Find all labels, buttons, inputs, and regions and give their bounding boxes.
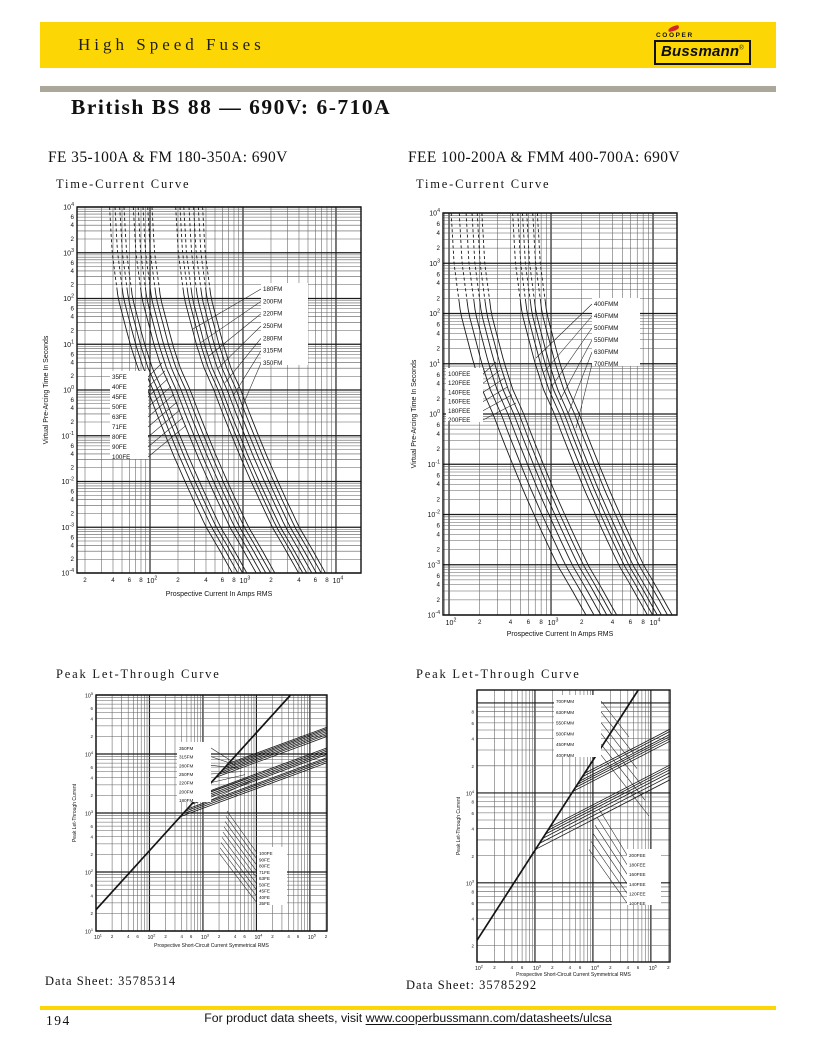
- svg-text:35FE: 35FE: [112, 374, 127, 381]
- svg-text:8: 8: [139, 577, 143, 584]
- svg-text:105: $10^5$: [307, 932, 316, 941]
- svg-text:4: 4: [436, 380, 440, 388]
- svg-text:50FE: 50FE: [112, 404, 127, 411]
- svg-text:2: 2: [580, 619, 584, 626]
- svg-text:50FE: 50FE: [259, 882, 270, 888]
- chart-title-tc-right: Time-Current Curve: [416, 177, 551, 191]
- svg-text:104: $10^4$: [332, 575, 344, 585]
- svg-text:10-3: $10^{-3}$: [61, 522, 74, 532]
- registered-mark: ®: [739, 45, 744, 52]
- svg-text:2: 2: [70, 373, 74, 381]
- svg-text:6: 6: [70, 259, 74, 267]
- svg-text:6: 6: [520, 965, 524, 970]
- svg-text:220FM: 220FM: [263, 310, 283, 318]
- svg-text:2: 2: [551, 965, 554, 970]
- svg-text:Prospective Current In Amps RM: Prospective Current In Amps RMS: [506, 631, 614, 638]
- svg-text:6: 6: [90, 824, 93, 830]
- svg-text:8: 8: [471, 709, 474, 715]
- svg-text:4: 4: [471, 736, 474, 742]
- svg-text:250FM: 250FM: [263, 323, 283, 330]
- svg-text:4: 4: [90, 775, 93, 781]
- svg-text:102: $10^2$: [475, 963, 483, 972]
- svg-text:2: 2: [176, 577, 180, 584]
- svg-text:4: 4: [287, 934, 290, 939]
- svg-text:4: 4: [204, 577, 208, 584]
- chart-title-plt-right: Peak Let-Through Curve: [416, 667, 581, 681]
- svg-text:4: 4: [510, 965, 514, 970]
- svg-text:180FEE: 180FEE: [629, 862, 646, 868]
- svg-text:4: 4: [471, 916, 474, 922]
- svg-text:6: 6: [628, 619, 633, 626]
- svg-text:120FEE: 120FEE: [448, 380, 471, 388]
- svg-text:2: 2: [271, 934, 274, 939]
- svg-text:102: $10^2$: [445, 617, 457, 627]
- svg-text:6: 6: [471, 810, 474, 816]
- svg-text:102: $10^2$: [146, 575, 158, 585]
- svg-text:6: 6: [189, 934, 193, 939]
- svg-text:4: 4: [180, 934, 183, 939]
- svg-text:700FMM: 700FMM: [594, 361, 619, 368]
- svg-text:6: 6: [471, 900, 474, 906]
- svg-text:180FEE: 180FEE: [448, 407, 471, 415]
- section-header-right: FEE 100-200A & FMM 400-700A: 690V: [408, 149, 680, 166]
- svg-text:6: 6: [296, 934, 300, 939]
- svg-text:630FMM: 630FMM: [556, 709, 575, 715]
- svg-text:4: 4: [70, 405, 74, 413]
- svg-text:2: 2: [90, 911, 93, 917]
- svg-text:2: 2: [110, 934, 114, 939]
- svg-text:2: 2: [90, 734, 93, 740]
- svg-text:2: 2: [436, 345, 440, 353]
- svg-text:6: 6: [436, 221, 440, 229]
- svg-text:8: 8: [539, 619, 543, 626]
- svg-text:Peak Let-Through Current: Peak Let-Through Current: [456, 796, 462, 856]
- svg-text:200FM: 200FM: [263, 298, 283, 306]
- svg-text:102: $10^2$: [429, 308, 440, 318]
- svg-text:220FM: 220FM: [179, 780, 194, 786]
- svg-text:63FE: 63FE: [112, 414, 127, 421]
- svg-text:2: 2: [471, 853, 474, 859]
- svg-text:350FM: 350FM: [179, 746, 194, 751]
- section-header-left: FE 35-100A & FM 180-350A: 690V: [48, 149, 288, 166]
- svg-text:315FM: 315FM: [263, 347, 283, 355]
- svg-text:2: 2: [436, 546, 440, 554]
- svg-text:6: 6: [70, 351, 74, 359]
- svg-text:104: $10^4$: [63, 202, 74, 212]
- svg-text:450FMM: 450FMM: [594, 313, 619, 320]
- svg-text:6: 6: [70, 534, 74, 542]
- tc-right-chart: [408, 196, 708, 648]
- svg-text:2: 2: [70, 235, 74, 243]
- svg-text:6: 6: [436, 321, 440, 329]
- svg-text:10-2: $10^{-2}$: [61, 476, 74, 486]
- svg-text:280FM: 280FM: [263, 335, 283, 343]
- svg-text:2: 2: [436, 596, 440, 604]
- svg-text:350FM: 350FM: [263, 360, 283, 367]
- svg-text:4: 4: [70, 450, 74, 458]
- svg-text:2: 2: [164, 934, 167, 939]
- svg-text:2: 2: [324, 934, 328, 939]
- svg-text:Virtual Pre-Arcing Time In Sec: Virtual Pre-Arcing Time In Seconds: [411, 359, 418, 469]
- svg-text:2: 2: [471, 943, 474, 949]
- svg-text:140FEE: 140FEE: [629, 881, 646, 887]
- svg-text:102: $10^2$: [63, 293, 74, 303]
- svg-text:4: 4: [70, 222, 74, 230]
- svg-text:103: $10^3$: [466, 878, 474, 888]
- svg-text:4: 4: [70, 267, 74, 275]
- svg-text:550FMM: 550FMM: [594, 337, 619, 344]
- footer-note: [108, 1011, 708, 1025]
- page-title: British BS 88 — 690V: 6-710A: [71, 95, 392, 119]
- svg-text:4: 4: [70, 313, 74, 321]
- svg-text:450FMM: 450FMM: [556, 742, 575, 748]
- svg-text:4: 4: [90, 716, 93, 722]
- svg-text:103: $10^3$: [532, 963, 541, 972]
- svg-text:6: 6: [70, 214, 74, 222]
- datasheets-url-link[interactable]: www.cooperbussmann.com/datasheets/ulcsa: [365, 1011, 612, 1025]
- svg-text:100: $10^0$: [429, 409, 440, 419]
- svg-text:63FE: 63FE: [259, 876, 270, 881]
- svg-text:2: 2: [90, 793, 93, 799]
- svg-text:101: $10^1$: [85, 926, 93, 936]
- svg-text:4: 4: [70, 359, 74, 367]
- svg-text:8: 8: [641, 619, 645, 626]
- svg-text:2: 2: [436, 245, 440, 253]
- svg-text:160FEE: 160FEE: [629, 872, 646, 878]
- plt-left-labels-1: [219, 811, 287, 906]
- svg-text:103: $10^3$: [429, 258, 440, 268]
- svg-text:4: 4: [508, 619, 513, 626]
- svg-text:2: 2: [609, 965, 612, 970]
- svg-text:2: 2: [269, 577, 273, 584]
- chart-title-tc-left: Time-Current Curve: [56, 177, 191, 191]
- svg-text:250FM: 250FM: [179, 772, 194, 777]
- svg-text:2: 2: [217, 934, 221, 939]
- svg-text:400FMM: 400FMM: [556, 753, 575, 758]
- svg-text:6: 6: [70, 442, 74, 450]
- svg-text:104: $10^4$: [429, 208, 440, 218]
- svg-text:100FE: 100FE: [259, 851, 273, 856]
- svg-text:6: 6: [70, 488, 74, 496]
- svg-text:103: $10^3$: [547, 617, 559, 627]
- svg-text:4: 4: [436, 430, 440, 438]
- datasheet-number-left: Data Sheet: 35785314: [45, 974, 177, 988]
- svg-text:4: 4: [610, 619, 615, 626]
- svg-text:2: 2: [436, 295, 440, 303]
- svg-text:103: $10^3$: [239, 575, 251, 585]
- svg-text:100FE: 100FE: [112, 454, 131, 461]
- svg-text:4: 4: [436, 280, 440, 288]
- page-number: 194: [46, 1013, 71, 1028]
- svg-text:4: 4: [126, 934, 130, 939]
- svg-text:6: 6: [313, 577, 318, 584]
- svg-text:200FEE: 200FEE: [448, 417, 471, 424]
- svg-text:6: 6: [127, 577, 132, 584]
- svg-text:4: 4: [436, 330, 440, 338]
- svg-text:200FM: 200FM: [179, 789, 194, 795]
- svg-text:90FE: 90FE: [259, 857, 270, 863]
- svg-text:104: $10^4$: [649, 617, 661, 627]
- svg-text:2: 2: [477, 619, 482, 626]
- svg-text:6: 6: [70, 305, 74, 313]
- svg-text:105: $10^5$: [648, 963, 657, 972]
- svg-text:6: 6: [243, 934, 246, 939]
- svg-text:180FM: 180FM: [263, 286, 283, 293]
- svg-text:45FE: 45FE: [259, 888, 270, 894]
- svg-text:40FE: 40FE: [259, 894, 270, 900]
- svg-text:6: 6: [636, 965, 640, 970]
- svg-text:6: 6: [471, 720, 474, 726]
- svg-text:10-4: $10^{-4}$: [61, 568, 74, 578]
- svg-text:101: $10^1$: [94, 932, 102, 941]
- svg-text:104: $10^4$: [466, 788, 474, 798]
- svg-text:315FM: 315FM: [179, 754, 194, 760]
- svg-text:8: 8: [325, 577, 329, 584]
- svg-text:500FMM: 500FMM: [556, 731, 575, 737]
- svg-text:4: 4: [90, 834, 93, 840]
- datasheet-number-right: Data Sheet: 35785292: [406, 978, 538, 992]
- svg-text:2: 2: [70, 464, 74, 472]
- svg-text:6: 6: [220, 577, 225, 584]
- svg-text:630FMM: 630FMM: [594, 349, 619, 356]
- svg-text:40FE: 40FE: [112, 384, 127, 391]
- svg-text:Peak Let-Through Current: Peak Let-Through Current: [72, 783, 78, 843]
- svg-text:280FM: 280FM: [179, 763, 194, 769]
- svg-text:80FE: 80FE: [259, 863, 270, 869]
- svg-text:4: 4: [436, 481, 440, 489]
- footer-note-text: For product data sheets, visit: [204, 1011, 366, 1025]
- svg-text:6: 6: [70, 397, 74, 405]
- svg-text:102: $10^2$: [85, 867, 93, 877]
- svg-text:35FE: 35FE: [259, 901, 270, 906]
- svg-text:4: 4: [233, 934, 237, 939]
- svg-text:8: 8: [232, 577, 236, 584]
- svg-text:6: 6: [90, 883, 93, 889]
- svg-text:10-3: $10^{-3}$: [427, 559, 440, 570]
- svg-text:103: $10^3$: [200, 932, 209, 941]
- svg-text:2: 2: [436, 446, 440, 454]
- svg-text:2: 2: [90, 852, 93, 858]
- svg-text:45FE: 45FE: [112, 394, 127, 401]
- svg-text:500FMM: 500FMM: [594, 325, 619, 332]
- svg-text:Prospective Current In Amps RM: Prospective Current In Amps RMS: [165, 591, 273, 598]
- svg-text:4: 4: [70, 542, 74, 550]
- svg-text:Prospective Short-Circuit Curr: Prospective Short-Circuit Current Symmetrical RMS: [516, 972, 631, 978]
- svg-text:2: 2: [70, 327, 74, 335]
- cooper-brand-text: COOPER: [656, 31, 694, 39]
- svg-text:2: 2: [83, 577, 87, 584]
- svg-text:101: $10^1$: [429, 358, 440, 369]
- svg-text:10-4: $10^{-4}$: [427, 610, 440, 620]
- footer-rule: [40, 1006, 776, 1010]
- svg-text:2: 2: [70, 418, 74, 426]
- svg-text:4: 4: [70, 496, 74, 504]
- svg-text:6: 6: [436, 472, 440, 480]
- svg-text:4: 4: [111, 577, 115, 584]
- svg-text:4: 4: [90, 893, 93, 899]
- svg-text:6: 6: [436, 271, 440, 279]
- svg-text:71FE: 71FE: [259, 869, 270, 875]
- svg-text:4: 4: [568, 965, 572, 970]
- svg-text:6: 6: [578, 965, 582, 970]
- svg-text:6: 6: [526, 619, 531, 626]
- svg-text:6: 6: [436, 371, 440, 379]
- svg-text:105: $10^5$: [85, 690, 93, 700]
- svg-text:4: 4: [436, 229, 440, 237]
- svg-text:4: 4: [436, 581, 440, 589]
- svg-text:2: 2: [70, 556, 74, 564]
- svg-text:104: $10^4$: [590, 963, 599, 972]
- svg-text:6: 6: [436, 422, 440, 430]
- svg-text:120FEE: 120FEE: [629, 891, 646, 897]
- svg-text:90FE: 90FE: [112, 444, 127, 451]
- svg-text:104: $10^4$: [254, 932, 263, 941]
- tc-left-labels-0: [110, 363, 186, 461]
- svg-text:6: 6: [90, 706, 93, 712]
- svg-text:8: 8: [471, 799, 474, 805]
- svg-text:200FEE: 200FEE: [629, 853, 646, 858]
- svg-text:103: $10^3$: [63, 247, 74, 258]
- svg-text:4: 4: [297, 577, 301, 584]
- svg-text:140FEE: 140FEE: [448, 389, 471, 397]
- svg-text:104: $10^4$: [85, 749, 93, 759]
- svg-text:Prospective Short-Circuit Curr: Prospective Short-Circuit Current Symmetrical RMS: [154, 943, 269, 949]
- svg-text:71FE: 71FE: [112, 424, 127, 431]
- svg-text:Virtual Pre-Arcing Time In Sec: Virtual Pre-Arcing Time In Seconds: [43, 335, 50, 445]
- svg-text:4: 4: [436, 531, 440, 539]
- svg-text:100FEE: 100FEE: [448, 371, 471, 378]
- svg-text:700FMM: 700FMM: [556, 699, 575, 704]
- svg-text:160FEE: 160FEE: [448, 398, 471, 406]
- svg-text:4: 4: [626, 965, 630, 970]
- svg-text:2: 2: [493, 965, 496, 970]
- svg-text:400FMM: 400FMM: [594, 301, 619, 308]
- tc-left-chart: [40, 196, 385, 608]
- svg-text:6: 6: [90, 765, 93, 771]
- svg-text:550FMM: 550FMM: [556, 720, 575, 726]
- svg-text:6: 6: [436, 522, 440, 530]
- svg-text:102: $10^2$: [147, 932, 156, 941]
- svg-text:4: 4: [471, 826, 474, 832]
- svg-text:101: $10^1$: [63, 339, 74, 349]
- svg-text:10-1: $10^{-1}$: [427, 459, 440, 469]
- header-title: High Speed Fuses: [78, 35, 265, 54]
- svg-text:100: $10^0$: [63, 385, 74, 395]
- svg-text:2: 2: [70, 281, 74, 289]
- svg-text:180FM: 180FM: [179, 798, 194, 803]
- chart-title-plt-left: Peak Let-Through Curve: [56, 667, 221, 681]
- svg-text:103: $10^3$: [85, 808, 93, 818]
- svg-text:6: 6: [136, 934, 139, 939]
- svg-text:2: 2: [436, 496, 440, 504]
- svg-text:2: 2: [471, 763, 474, 769]
- plt-right-chart: [408, 684, 713, 996]
- svg-text:2: 2: [436, 395, 440, 403]
- svg-text:10-1: $10^{-1}$: [61, 430, 74, 441]
- svg-text:2: 2: [70, 510, 74, 518]
- svg-text:100FEE: 100FEE: [629, 901, 646, 906]
- bussmann-brand-text: Bussmann: [661, 42, 740, 60]
- svg-text:10-2: $10^{-2}$: [427, 509, 440, 519]
- svg-text:6: 6: [436, 572, 440, 580]
- svg-text:2: 2: [667, 965, 670, 970]
- svg-text:8: 8: [471, 889, 474, 895]
- svg-text:80FE: 80FE: [112, 434, 127, 441]
- plt-left-chart: [40, 690, 385, 972]
